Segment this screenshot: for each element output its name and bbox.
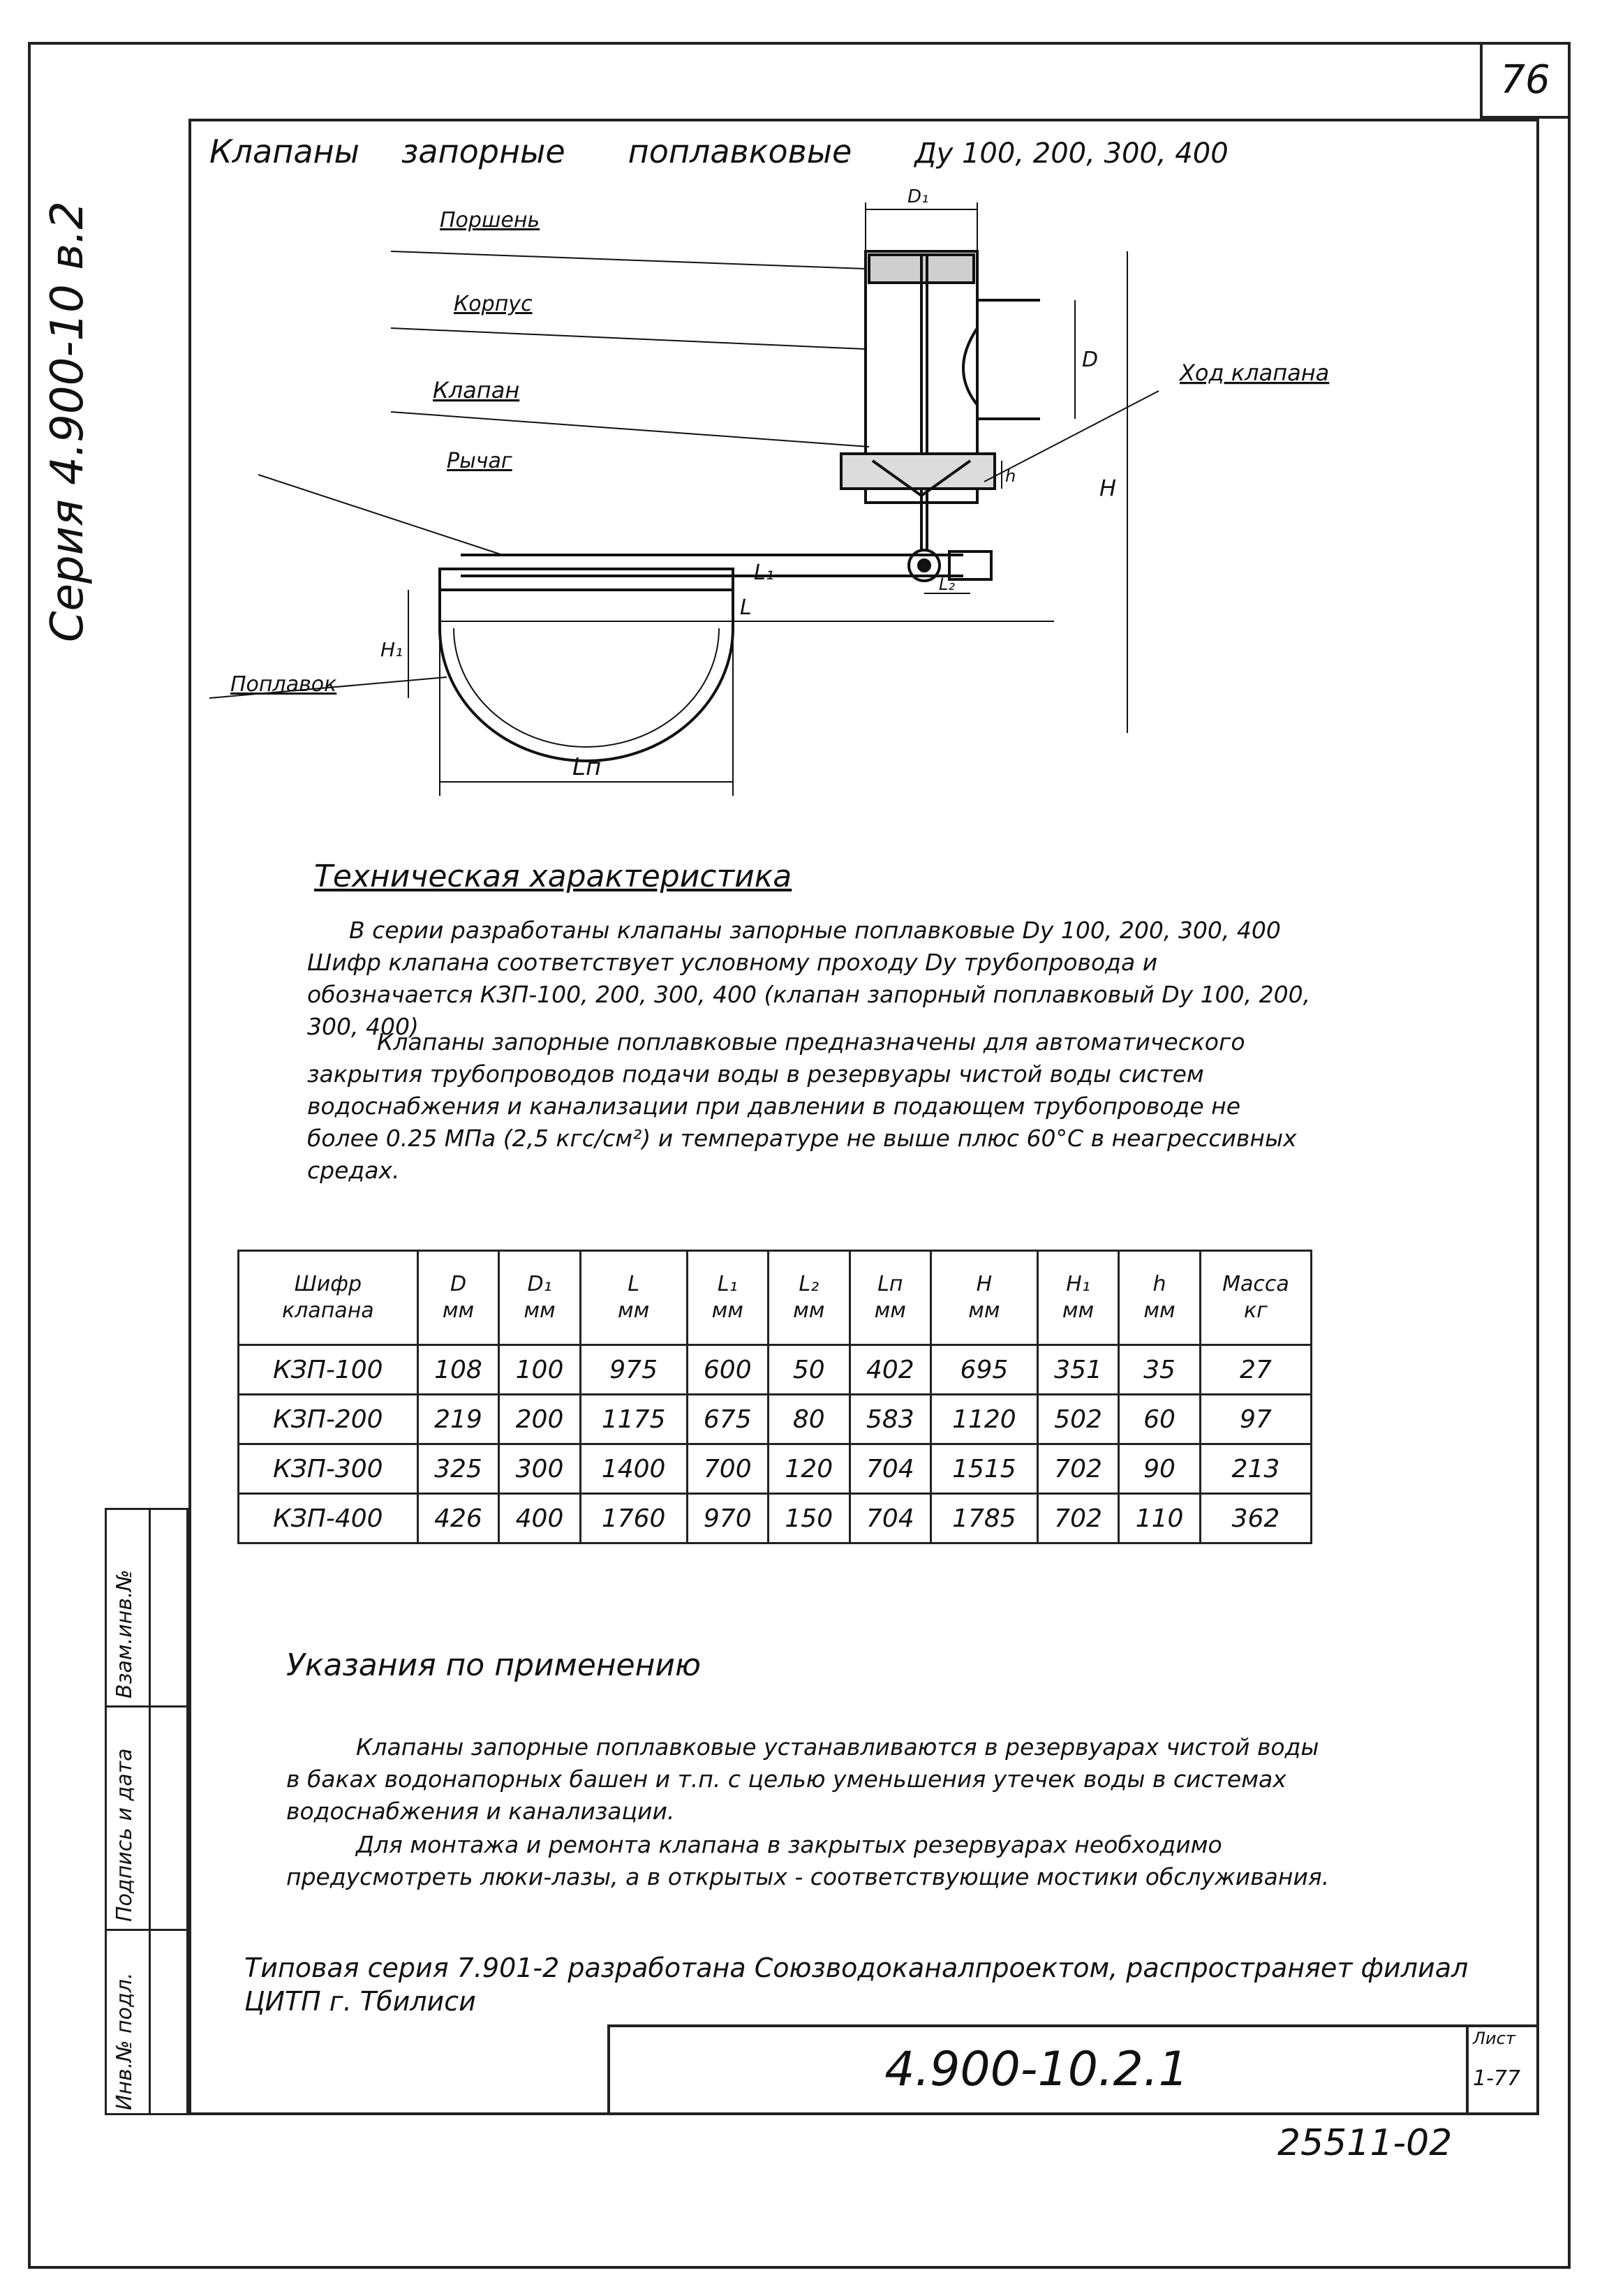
- label-lever: Рычаг: [447, 449, 512, 473]
- leader-body: [391, 328, 866, 349]
- usage-paragraph-2: Для монтажа и ремонта клапана в закрытых резервуарах необходимо предусмотреть люки-лазы, а в открытых - соответствующие мостики обслуживания.: [286, 1831, 1330, 1890]
- title-part-1: Клапаны: [209, 133, 359, 170]
- table-row: [239, 1494, 1312, 1543]
- table-cell: 362: [1200, 1494, 1311, 1543]
- table-header-row: [239, 1251, 1312, 1345]
- side-stamp-row-line: [107, 1705, 186, 1708]
- table-cell: 400: [499, 1494, 581, 1543]
- label-valve: Клапан: [433, 377, 520, 403]
- col-header-mass: Масса кг: [1200, 1251, 1311, 1345]
- label-dim-H1: H₁: [380, 638, 403, 661]
- side-stamp-row-line: [107, 1929, 186, 1931]
- col-header-H1: H₁ мм: [1037, 1251, 1119, 1345]
- table-cell: КЗП-100: [239, 1345, 418, 1395]
- table-cell: 700: [687, 1444, 769, 1494]
- side-stamp-label-replace: Взам.инв.№: [112, 1569, 137, 1698]
- table-cell: 35: [1119, 1345, 1201, 1395]
- side-stamp-divider: [149, 1510, 151, 2113]
- label-dim-D: D: [1082, 348, 1099, 372]
- table-cell: 402: [850, 1345, 931, 1395]
- label-valve-stroke: Ход клапана: [1180, 360, 1330, 386]
- leader-piston: [391, 251, 866, 269]
- col-header-L1: L₁ мм: [687, 1251, 769, 1345]
- title-part-3: поплавковые: [628, 133, 852, 170]
- table-cell: 97: [1200, 1395, 1311, 1444]
- table-row: [239, 1345, 1312, 1395]
- table-cell: 213: [1200, 1444, 1311, 1494]
- table-cell: 108: [417, 1345, 499, 1395]
- col-header-D: D мм: [417, 1251, 499, 1345]
- spec-table: [237, 1250, 1312, 1544]
- table-cell: 1515: [931, 1444, 1038, 1494]
- footer-note: Типовая серия 7.901-2 разработана Союзводоканалпроектом, распространяет филиал ЦИТП г. Тбилиси: [244, 1953, 1469, 2017]
- table-cell: 502: [1037, 1395, 1119, 1444]
- table-cell: 100: [499, 1345, 581, 1395]
- col-header-h: h мм: [1119, 1251, 1201, 1345]
- valve-flange: [841, 454, 995, 489]
- table-cell: 600: [687, 1345, 769, 1395]
- table-cell: 1760: [580, 1494, 687, 1543]
- table-cell: 1785: [931, 1494, 1038, 1543]
- table-cell: КЗП-200: [239, 1395, 418, 1444]
- table-cell: 975: [580, 1345, 687, 1395]
- tech-paragraph-1: В серии разработаны клапаны запорные поплавковые Dу 100, 200, 300, 400 Шифр клапана соответствует условному проходу Dу трубопровода и обозначается КЗП-100, 200, 300, 400 (клапан запорный поплавковый Dу 100, 200, 300, 400): [307, 917, 1311, 1040]
- label-dim-h: h: [1005, 466, 1016, 486]
- table-cell: КЗП-300: [239, 1444, 418, 1494]
- table-cell: 970: [687, 1494, 769, 1543]
- side-series-text: Серия 4.900-10 в.2: [42, 201, 94, 642]
- table-cell: 90: [1119, 1444, 1201, 1494]
- label-dim-L: L: [740, 595, 752, 620]
- table-row: [239, 1444, 1312, 1494]
- label-dim-Lp: Lп: [572, 753, 602, 781]
- leader-valve: [391, 412, 869, 447]
- usage-heading: Указания по применению: [286, 1647, 701, 1683]
- sheet-number: 76: [1500, 57, 1550, 103]
- float-bowl-inner: [454, 628, 719, 747]
- table-cell: 702: [1037, 1494, 1119, 1543]
- usage-paragraph-1: Клапаны запорные поплавковые устанавливаются в резервуарах чистой воды в баках водонапорных башен и т.п. с целью уменьшения утечек воды в системах водоснабжения и канализации.: [286, 1733, 1319, 1825]
- table-cell: 583: [850, 1395, 931, 1444]
- table-cell: 325: [417, 1444, 499, 1494]
- table-cell: 426: [417, 1494, 499, 1543]
- table-cell: 219: [417, 1395, 499, 1444]
- document-code: 4.900-10.2.1: [884, 2042, 1189, 2097]
- side-stamp-label-inv: Инв.№ подл.: [112, 1972, 137, 2110]
- table-cell: 1400: [580, 1444, 687, 1494]
- label-dim-L1: L₁: [754, 561, 774, 585]
- table-cell: 150: [769, 1494, 850, 1543]
- page-title: [209, 133, 1229, 170]
- table-cell: 351: [1037, 1345, 1119, 1395]
- table-cell: 675: [687, 1395, 769, 1444]
- tech-heading: Техническая характеристика: [314, 859, 792, 894]
- sheet-cell-value: 1-77: [1473, 2066, 1521, 2091]
- table-cell: 702: [1037, 1444, 1119, 1494]
- label-dim-H: H: [1099, 475, 1117, 501]
- leader-lever: [258, 475, 503, 555]
- col-header-L: L мм: [580, 1251, 687, 1345]
- side-series-label: [28, 140, 112, 642]
- table-cell: 704: [850, 1444, 931, 1494]
- valve-drawing: [209, 188, 1361, 817]
- table-row: [239, 1395, 1312, 1444]
- col-header-code: Шифр клапана: [239, 1251, 418, 1345]
- col-header-L2: L₂ мм: [769, 1251, 850, 1345]
- table-cell: 300: [499, 1444, 581, 1494]
- label-dim-D1: D₁: [907, 188, 929, 207]
- order-number: 25511-02: [1277, 2122, 1453, 2164]
- table-cell: 110: [1119, 1494, 1201, 1543]
- sheet-cell: [1466, 2024, 1539, 2115]
- sheet-cell-label: Лист: [1473, 2029, 1515, 2048]
- table-cell: 27: [1200, 1345, 1311, 1395]
- table-cell: 120: [769, 1444, 850, 1494]
- float-bowl: [440, 628, 733, 761]
- float-rim: [440, 569, 733, 590]
- label-dim-L2: L₂: [939, 575, 955, 594]
- table-cell: 200: [499, 1395, 581, 1444]
- label-piston: Поршень: [440, 208, 540, 232]
- table-cell: 704: [850, 1494, 931, 1543]
- side-stamp: [105, 1508, 188, 2115]
- table-cell: 50: [769, 1345, 850, 1395]
- col-header-D1: D₁ мм: [499, 1251, 581, 1345]
- title-part-4: Ду 100, 200, 300, 400: [914, 138, 1229, 170]
- col-header-H: H мм: [931, 1251, 1038, 1345]
- label-body: Корпус: [454, 292, 533, 316]
- table-cell: КЗП-400: [239, 1494, 418, 1543]
- lever-pivot-center: [919, 560, 930, 571]
- table-cell: 695: [931, 1345, 1038, 1395]
- side-stamp-label-sign: Подпись и дата: [112, 1748, 137, 1922]
- table-cell: 1175: [580, 1395, 687, 1444]
- table-cell: 1120: [931, 1395, 1038, 1444]
- col-header-Lp: Lп мм: [850, 1251, 931, 1345]
- table-cell: 60: [1119, 1395, 1201, 1444]
- tech-paragraph-2: Клапаны запорные поплавковые предназначены для автоматического закрытия трубопроводов подачи воды в резервуары чистой воды систем водоснабжения и канализации при давлении в подающем трубопроводе не более 0.25 МПа (2,5 кгс/см²) и температуре не выше плюс 60°С в неагрессивных средах.: [307, 1028, 1297, 1184]
- table-cell: 80: [769, 1395, 850, 1444]
- pipe-curve: [963, 328, 977, 405]
- label-float: Поплавок: [230, 672, 337, 697]
- title-part-2: запорные: [401, 133, 565, 170]
